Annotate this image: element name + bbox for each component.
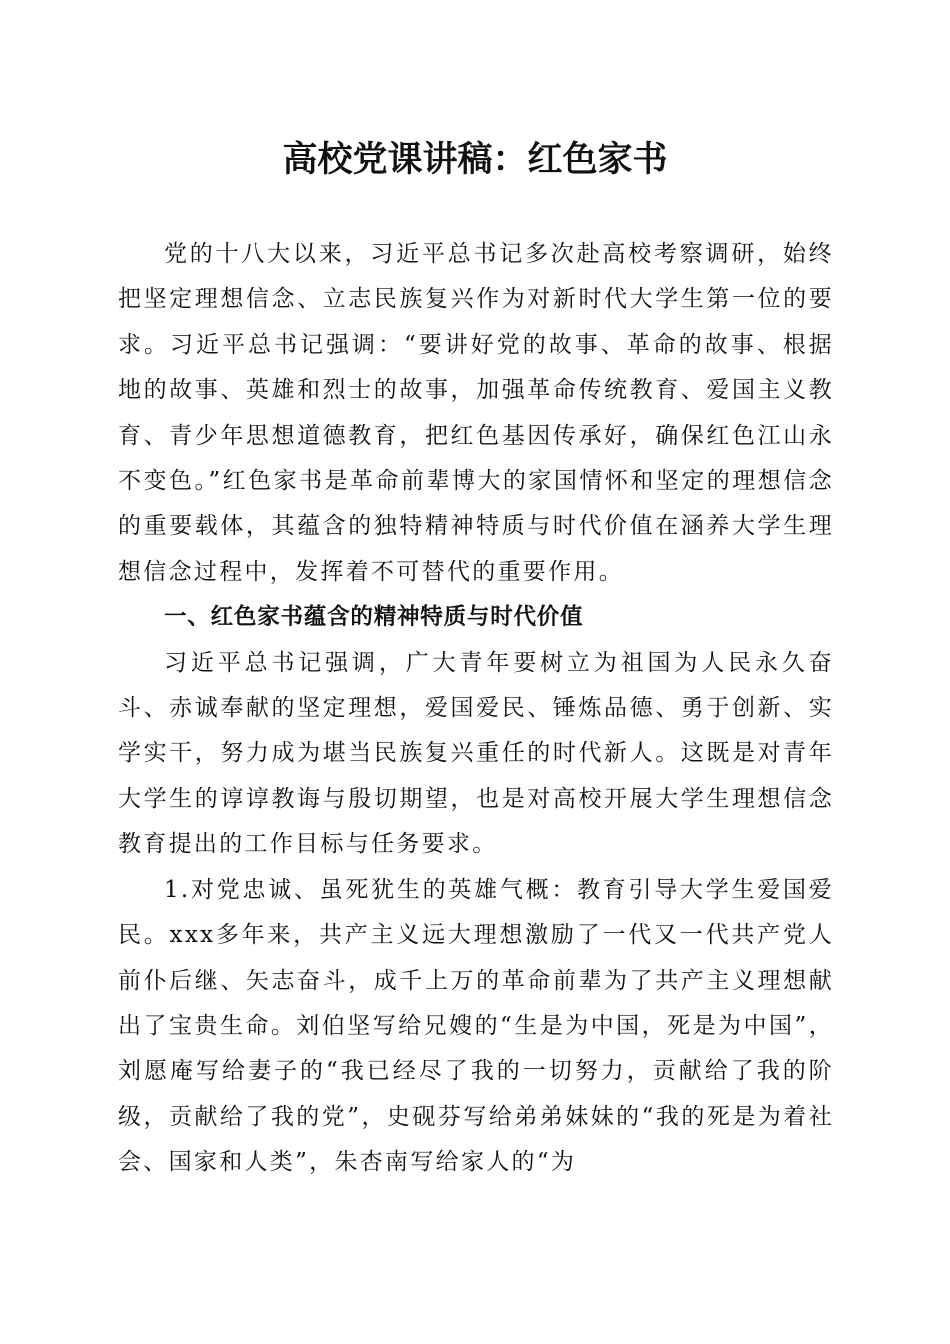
intro-paragraph: 党的十八大以来，习近平总书记多次赴高校考察调研，始终把坚定理想信念、立志民族复兴作为对新时代大学生第一位的要求。习近平总书记强调：“要讲好党的故事、革命的故事、根据地的故事、英雄和烈士的故事，加强革命传统教育、爱国主义教育、青少年思想道德教育，把红色基因传承好，确保红色江山永不变色。”红色家书是革命前辈博大的家国情怀和坚定的理想信念的重要载体，其蕴含的独特精神特质与时代价值在涵养大学生理想信念过程中，发挥着不可替代的重要作用。 — [118, 241, 834, 585]
document-title: 高校党课讲稿：红色家书 — [282, 140, 668, 180]
section-paragraph-point-1: 1.对党忠诚、虽死犹生的英雄气概：教育引导大学生爱国爱民。xxx多年来，共产主义远大理想激励了一代又一代共产党人前仆后继、矢志奋斗，成千上万的革命前辈为了共产主义理想献出了宝贵生命。刘伯坚写给兄嫂的“生是为中国，死是为中国”，刘愿庵写给妻子的“我已经尽了我的一切努力，贡献给了我的阶级，贡献给了我的党”，史砚芬写给弟弟妹妹的“我的死是为着社会、国家和人类”，朱杏南写给家人的“为 — [118, 876, 834, 1176]
document-body — [118, 232, 834, 1186]
section-heading: 一、红色家书蕴含的精神特质与时代价值 — [164, 604, 584, 631]
section-paragraph: 习近平总书记强调，广大青年要树立为祖国为人民永久奋斗、赤诚奉献的坚定理想，爱国爱民、锤炼品德、勇于创新、实学实干，努力成为堪当民族复兴重任的时代新人。这既是对青年大学生的谆谆教诲与殷切期望，也是对高校开展大学生理想信念教育提出的工作目标与任务要求。 — [118, 649, 834, 858]
